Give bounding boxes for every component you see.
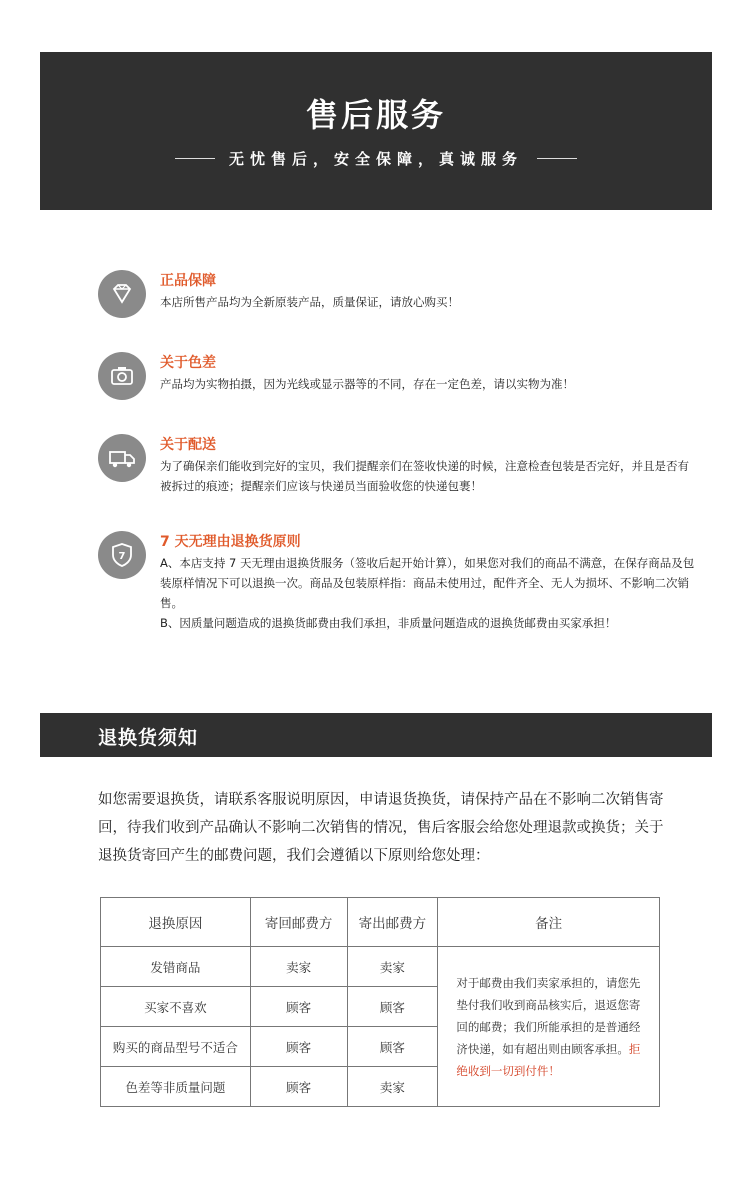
divider-right — [537, 158, 577, 159]
service-title: 正品保障 — [160, 273, 216, 289]
service-desc — [160, 553, 700, 633]
table-row — [101, 947, 660, 987]
table-cell: 卖家 — [347, 1067, 438, 1107]
table-cell: 买家不喜欢 — [101, 987, 251, 1027]
table-note — [438, 947, 660, 1107]
service-desc-b: B、因质量问题造成的退换货邮费由我们承担，非质量问题造成的退换货邮费由买家承担！ — [160, 616, 617, 630]
table-header: 退换原因 — [101, 898, 251, 947]
table-cell: 卖家 — [250, 947, 347, 987]
table-cell: 色差等非质量问题 — [101, 1067, 251, 1107]
camera-icon — [98, 352, 146, 400]
return-policy-table — [100, 897, 660, 1107]
service-title: 7 天无理由退换货原则 — [160, 534, 301, 550]
banner-title: 售后服务 — [305, 96, 446, 134]
note-warning: 拒绝收到一切到付件！ — [456, 1041, 641, 1078]
table-cell: 顾客 — [347, 1027, 438, 1067]
service-title: 关于色差 — [160, 355, 216, 371]
table-header: 备注 — [438, 898, 660, 947]
service-desc: 产品均为实物拍摄，因为光线或显示器等的不同，存在一定色差，请以实物为准！ — [160, 377, 574, 391]
service-desc: 为了确保亲们能收到完好的宝贝，我们提醒亲们在签收快递的时候，注意检查包装是否完好，并且是否有被拆过的痕迹；提醒亲们应该与快递员当面验收您的快递包裹！ — [160, 459, 689, 493]
table-cell: 卖家 — [347, 947, 438, 987]
table-cell: 顾客 — [250, 1027, 347, 1067]
section-intro: 如您需要退换货，请联系客服说明原因，申请退货换货，请保持产品在不影响二次销售寄回，待我们收到产品确认不影响二次销售的情况，售后客服会给您处理退款或换货；关于退换货寄回产生的邮费问题，我们会遵循以下原则给您处理： — [98, 792, 664, 864]
table-header: 寄回邮费方 — [250, 898, 347, 947]
table-cell: 顾客 — [347, 987, 438, 1027]
banner-subtitle: 无忧售后，安全保障，真诚服务 — [228, 150, 523, 168]
section-header — [40, 713, 712, 757]
seven-day-shield-icon — [98, 531, 146, 579]
table-cell: 发错商品 — [101, 947, 251, 987]
table-header: 寄出邮费方 — [347, 898, 438, 947]
table-header-row — [101, 898, 660, 947]
divider-left — [175, 158, 215, 159]
service-desc-a: A、本店支持 7 天无理由退换货服务（签收后起开始计算），如果您对我们的商品不满意，在保存商品及包装原样情况下可以退换一次。商品及包装原样指：商品未使用过，配件齐全、无人为损坏、不影响二次销售。 — [160, 556, 695, 610]
banner-subtitle-row — [40, 148, 712, 169]
service-title: 关于配送 — [160, 437, 216, 453]
diamond-icon — [98, 270, 146, 318]
header-banner — [40, 52, 712, 210]
svg-text:7: 7 — [118, 551, 126, 562]
truck-icon — [98, 434, 146, 482]
section-title: 退换货须知 — [98, 727, 199, 749]
table-cell: 顾客 — [250, 1067, 347, 1107]
table-cell: 购买的商品型号不适合 — [101, 1027, 251, 1067]
note-text: 对于邮费由我们卖家承担的，请您先垫付我们收到商品核实后，退返您寄回的邮费；我们所能承担的是普通经济快递，如有超出则由顾客承担。 — [456, 975, 641, 1056]
table-cell: 顾客 — [250, 987, 347, 1027]
service-desc: 本店所售产品均为全新原装产品，质量保证，请放心购买！ — [160, 295, 459, 309]
